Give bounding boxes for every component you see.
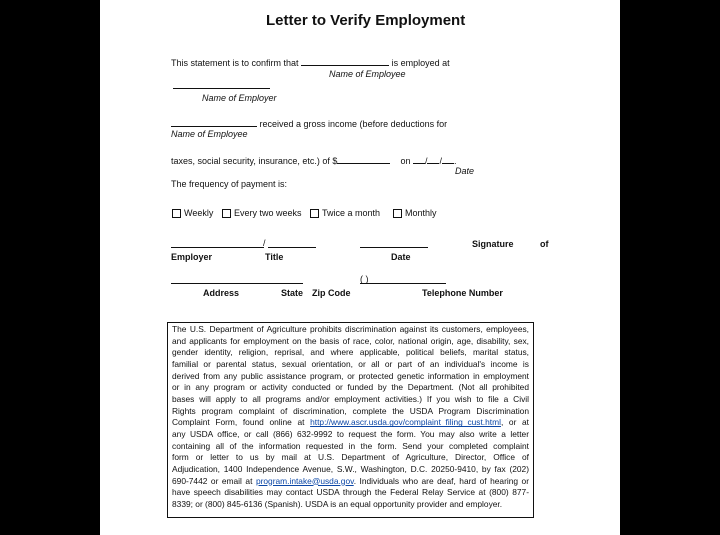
phone-area-code: ( ) [360, 274, 369, 284]
notice-line: have speech disabilities may contact USDA through the Federal Relay Service at (800) 877- [172, 487, 529, 498]
email-link[interactable]: program.intake@usda.gov [255, 475, 354, 486]
notice-line: derived from any public assistance program, or protected genetic information in employment [172, 370, 529, 381]
statement-line-1 [171, 56, 450, 68]
statement-prefix: This statement is to confirm that [171, 58, 299, 68]
notice-line: gender identity, religion, reprisal, and where applicable, political beliefs, marital status, [172, 347, 529, 358]
notice-line: The U.S. Department of Agriculture prohibits discrimination against its customers, employees, [172, 324, 529, 334]
checkbox-monthly[interactable] [393, 209, 402, 218]
title-field[interactable] [268, 247, 316, 248]
notice-line: form or letter to us by mail at U.S. Department of Agriculture, Director, Office of [172, 452, 529, 463]
notice-line: Rights program complaint of discrimination, complete the USDA Program Discrimination [172, 405, 529, 416]
notice-line: familial or parental status, sexual orientation, or all or part of an individual's income is [172, 358, 529, 369]
checkbox-every-two-weeks[interactable] [222, 209, 231, 218]
notice-line: Adjudication, 1400 Independence Avenue, S.W., Washington, D.C. 20250-9410, by fax (202) [172, 463, 529, 474]
complaint-form-link[interactable]: http://www.ascr.usda.gov/complaint_filing_cust.html [310, 417, 501, 428]
date-month-field[interactable] [413, 154, 425, 164]
gross-income-text: received a gross income (before deductions for [259, 119, 448, 129]
frequency-text: The frequency of payment is: [171, 179, 288, 189]
option-twice-a-month[interactable]: Twice a month [310, 208, 380, 218]
state-label: State [281, 288, 304, 298]
nondiscrimination-notice [167, 322, 534, 518]
date-label-2: Date [391, 252, 411, 262]
option-monthly[interactable]: Monthly [393, 208, 437, 218]
name-of-employee-label-2: Name of Employee [171, 129, 248, 139]
taxes-line: taxes, social security, insurance, etc.) of $ on / / . [171, 156, 457, 166]
employer-label: Employer [171, 252, 213, 262]
date-year-field[interactable] [442, 154, 454, 164]
document-page [100, 0, 620, 535]
telephone-label: Telephone Number [422, 288, 503, 298]
signature-label: Signature [472, 239, 514, 249]
address-field[interactable] [171, 283, 303, 284]
checkbox-weekly[interactable] [172, 209, 181, 218]
employee-name-field-2[interactable] [171, 117, 257, 127]
page-title: Letter to Verify Employment [266, 12, 466, 29]
statement-suffix: is employed at [391, 58, 450, 68]
date-label: Date [455, 166, 475, 176]
on-text: on [400, 156, 411, 166]
checkbox-twice-a-month[interactable] [310, 209, 319, 218]
date-day-field[interactable] [427, 154, 439, 164]
employer-name-field[interactable] [173, 88, 270, 89]
gross-income-line [171, 117, 447, 129]
zip-code-label: Zip Code [312, 288, 351, 298]
name-of-employee-label: Name of Employee [329, 69, 406, 79]
option-weekly[interactable]: Weekly [172, 208, 213, 218]
address-label: Address [203, 288, 240, 298]
taxes-text: taxes, social security, insurance, etc.) of $ [171, 156, 338, 166]
employer-signature-field[interactable] [171, 247, 264, 248]
phone-field[interactable] [360, 283, 446, 284]
notice-line: and applicants for employment on the basis of race, color, national origin, age, disability, sex, [172, 335, 529, 346]
notice-line: bases will apply to all programs and/or employment activities.) If you wish to file a Civil [172, 393, 529, 404]
option-every-two-weeks[interactable]: Every two weeks [222, 208, 302, 218]
notice-line: 690-7442 or email at program.intake@usda.gov. Individuals who are deaf, hard of hearing or [172, 475, 530, 486]
notice-line: containing all of the information requested in the form. Send your completed complaint [172, 440, 529, 451]
title-label: Title [265, 252, 284, 262]
income-amount-field[interactable] [337, 154, 390, 164]
of-label: of [540, 239, 549, 249]
notice-line: or in any program or activity conducted or funded by the Department. (Not all prohibited [172, 382, 529, 393]
slash-separator: / [263, 238, 266, 248]
notice-line: Complaint Form, found online at http://www.ascr.usda.gov/complaint_filing_cust.html, or at [172, 417, 529, 428]
employee-name-field[interactable] [301, 56, 389, 66]
notice-line: 8339; or (800) 845-6136 (Spanish). USDA is an equal opportunity provider and employer. [172, 498, 503, 509]
name-of-employer-label: Name of Employer [202, 93, 277, 103]
signature-date-field[interactable] [360, 247, 428, 248]
notice-line: any USDA office, or call (866) 632-9992 to request the form. You may also write a letter [172, 428, 529, 439]
